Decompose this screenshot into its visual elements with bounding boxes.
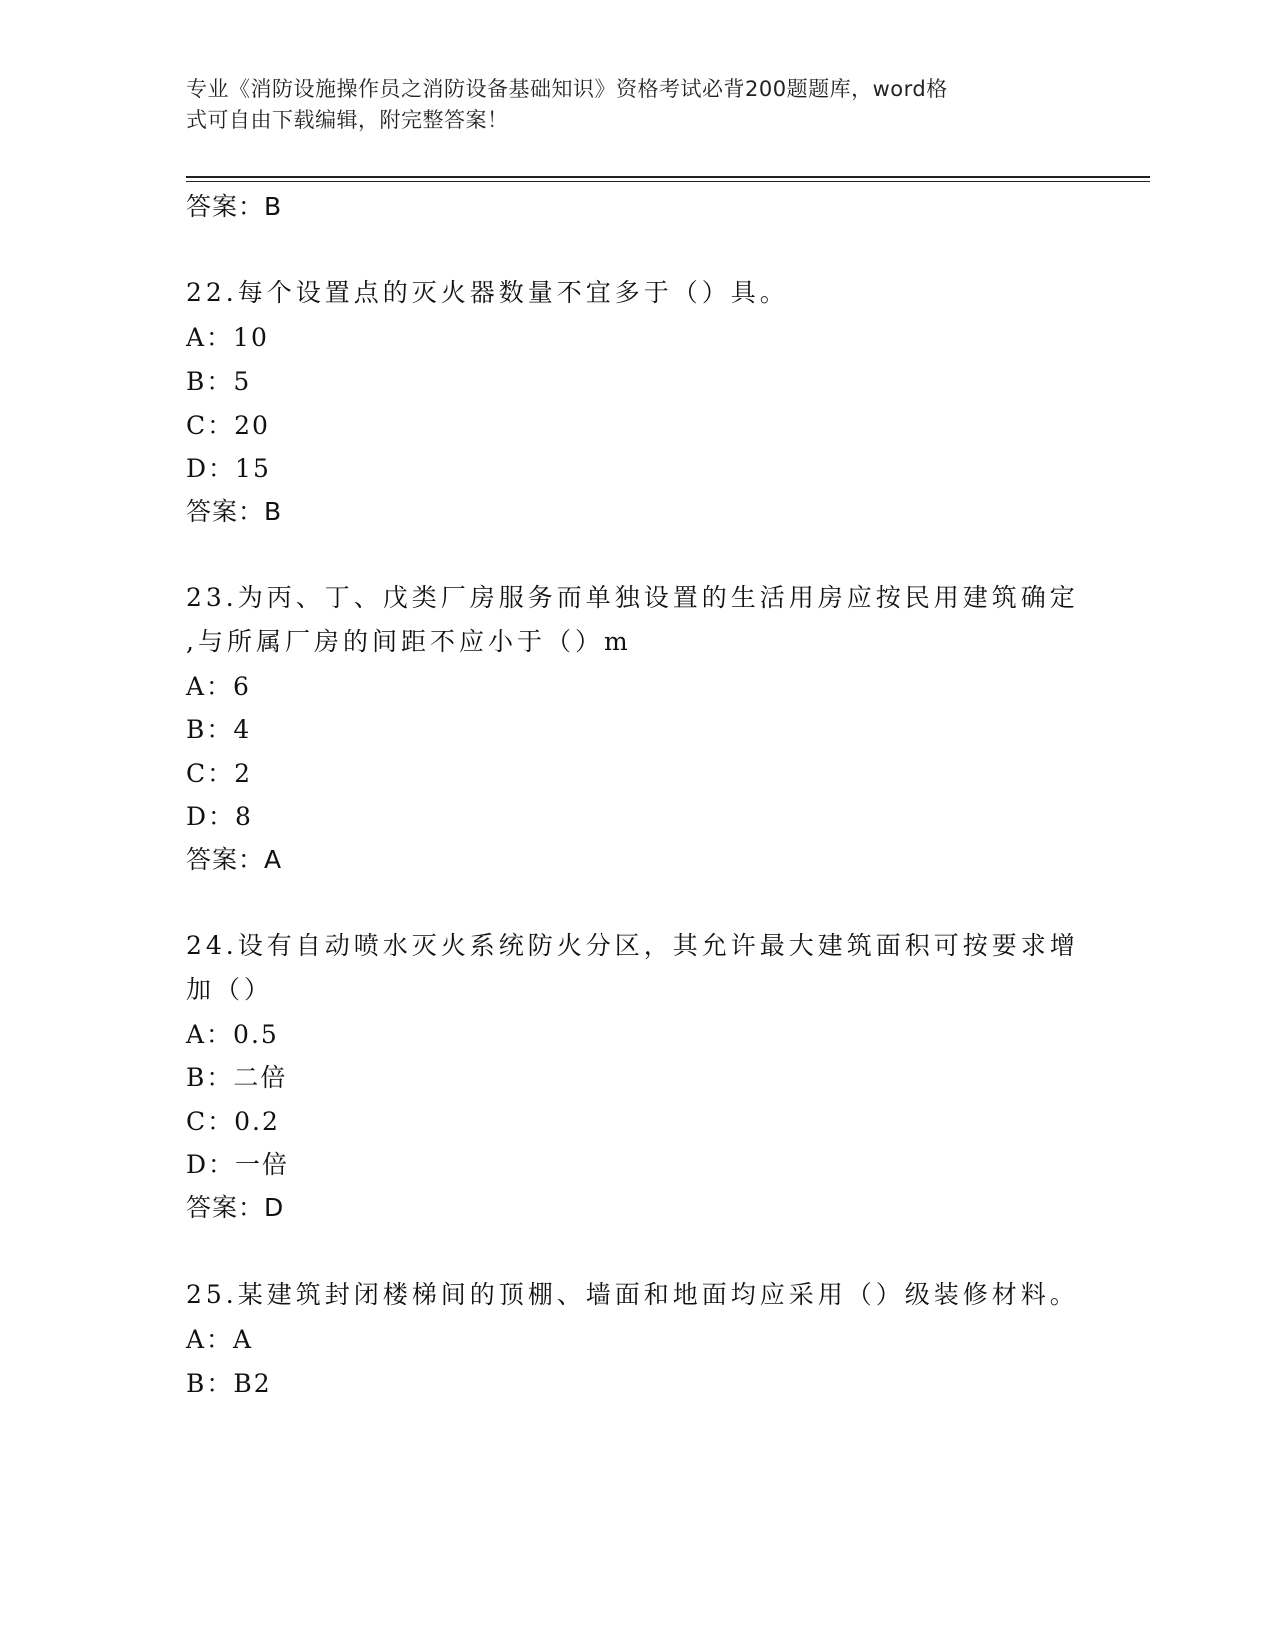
answer-previous: 答案：B — [186, 192, 283, 221]
header-divider-thick — [186, 176, 1150, 178]
header-divider-thin — [186, 181, 1150, 182]
question-22-option-c: C：20 — [186, 411, 270, 440]
question-25-text: 25.某建筑封闭楼梯间的顶棚、墙面和地面均应采用（）级装修材料。 — [186, 1280, 1079, 1309]
question-25-option-b: B：B2 — [186, 1369, 272, 1398]
question-24-text-line-2: 加（） — [186, 975, 274, 1004]
question-23-text-line-2: ,与所属厂房的间距不应小于（）m — [186, 627, 632, 656]
question-22-text: 22.每个设置点的灭火器数量不宜多于（）具。 — [186, 278, 789, 307]
question-22-option-d: D：15 — [186, 454, 271, 483]
header-line-1: 专业《消防设施操作员之消防设备基础知识》资格考试必背200题题库，word格 — [186, 77, 948, 101]
question-23-option-b: B：4 — [186, 715, 252, 744]
question-23-option-c: C：2 — [186, 759, 253, 788]
question-22-option-a: A：10 — [186, 323, 269, 352]
question-22-option-b: B：5 — [186, 367, 252, 396]
question-23-text-line-1: 23.为丙、丁、戊类厂房服务而单独设置的生活用房应按民用建筑确定 — [186, 583, 1079, 612]
question-23-answer: 答案：A — [186, 845, 283, 874]
question-24-option-b: B：二倍 — [186, 1063, 288, 1092]
question-24-option-a: A：0.5 — [186, 1020, 279, 1049]
question-24-text-line-1: 24.设有自动喷水灭火系统防火分区，其允许最大建筑面积可按要求增 — [186, 931, 1079, 960]
header-line-2: 式可自由下载编辑，附完整答案！ — [186, 108, 509, 132]
document-header — [186, 74, 1066, 136]
question-22-answer: 答案：B — [186, 497, 283, 526]
question-24-option-d: D：一倍 — [186, 1150, 290, 1179]
question-24-option-c: C：0.2 — [186, 1107, 280, 1136]
question-23-option-a: A：6 — [186, 672, 251, 701]
question-23-option-d: D：8 — [186, 802, 253, 831]
question-24-answer: 答案：D — [186, 1193, 285, 1222]
question-25-option-a: A：A — [186, 1325, 254, 1354]
